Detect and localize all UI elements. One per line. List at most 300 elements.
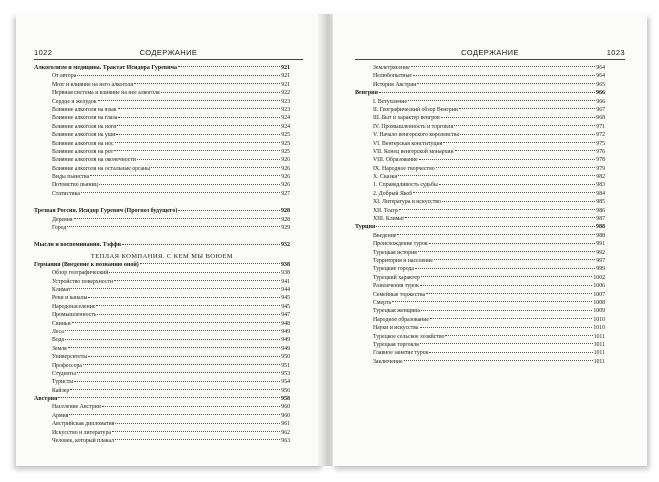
dot-leader: [151, 167, 280, 168]
dot-leader: [112, 431, 280, 432]
toc-entry[interactable]: [34, 173, 290, 181]
toc-entry-page: 991: [596, 241, 605, 248]
dot-leader: [65, 330, 280, 331]
toc-section-entry[interactable]: [355, 223, 605, 231]
toc-entry-page: 956: [281, 387, 290, 394]
toc-section-entry[interactable]: [34, 241, 290, 249]
toc-entry-title: 2. Добрый Якоб: [373, 190, 413, 197]
toc-entry-page: 979: [596, 165, 605, 172]
dot-leader: [114, 280, 280, 281]
toc-entry[interactable]: [355, 324, 605, 332]
dot-leader: [71, 288, 280, 289]
toc-entry[interactable]: [355, 207, 605, 215]
right-page-number: 1023: [606, 48, 625, 57]
dot-leader: [398, 175, 595, 176]
toc-entry-title: Мозг и влияние на него алкоголя: [52, 81, 134, 88]
toc-entry-title: XIII. Климат: [373, 216, 405, 223]
toc-section-entry[interactable]: [34, 261, 290, 269]
toc-entry-title: Австрийская дипломатия: [52, 421, 115, 428]
toc-entry-page: 925: [281, 140, 290, 147]
dot-leader: [436, 167, 596, 168]
toc-entry-page: 948: [281, 320, 290, 327]
toc-entry-page: 929: [281, 225, 290, 232]
toc-section-entry[interactable]: [34, 64, 290, 72]
toc-entry-title: История Австрии: [373, 81, 417, 88]
toc-entry-title: Город: [52, 225, 67, 232]
toc-entry-page: 922: [281, 90, 290, 97]
toc-entry-page: 978: [596, 157, 605, 164]
toc-entry-title: Алкоголизм и медицина. Трактат Исидора Гуревича: [34, 65, 178, 71]
toc-entry-page: 972: [596, 132, 605, 139]
toc-entry-title: Семейные торжества: [373, 291, 426, 298]
toc-entry-page: 945: [281, 295, 290, 302]
toc-entry[interactable]: [34, 336, 290, 344]
dot-leader: [97, 314, 280, 315]
toc-entry[interactable]: [34, 156, 290, 164]
toc-entry[interactable]: [355, 333, 605, 341]
toc-entry-title: Нелюбопытные: [373, 73, 412, 80]
dot-leader: [379, 92, 595, 93]
toc-entry-page: 932: [281, 242, 290, 249]
toc-group-countries: [34, 261, 290, 446]
toc-entry[interactable]: [355, 148, 605, 156]
toc-entry[interactable]: [34, 181, 290, 189]
toc-entry-page: 997: [596, 257, 605, 264]
dot-leader: [115, 423, 280, 424]
toc-entry-page: 947: [281, 312, 290, 319]
toc-entry-title: Земля: [52, 345, 67, 352]
toc-entry[interactable]: [34, 403, 290, 411]
toc-entry-title: Нервная система и влияние на нее алкоголя: [52, 90, 160, 97]
dot-leader: [413, 192, 595, 193]
toc-entry[interactable]: [34, 303, 290, 311]
dot-leader: [417, 83, 595, 84]
toc-entry-page: 983: [596, 182, 605, 189]
dot-leader: [83, 364, 280, 365]
toc-entry-page: 1011: [593, 341, 605, 348]
dot-leader: [72, 322, 281, 323]
dot-leader: [454, 125, 595, 126]
toc-entry[interactable]: [355, 181, 605, 189]
toc-entry[interactable]: [34, 106, 290, 114]
toc-entry[interactable]: [355, 140, 605, 148]
dot-leader: [459, 108, 595, 109]
toc-entry[interactable]: [34, 269, 290, 277]
toc-entry[interactable]: [355, 349, 605, 357]
toc-entry-title: Влияние алкоголя на язык: [52, 106, 117, 113]
toc-entry-title: Обзор географический: [52, 270, 109, 277]
dot-leader: [178, 210, 280, 211]
toc-entry[interactable]: [34, 387, 290, 395]
toc-entry-page: 928: [281, 216, 290, 223]
toc-entry[interactable]: [34, 378, 290, 386]
toc-entry[interactable]: [34, 353, 290, 361]
dot-leader: [418, 251, 595, 252]
toc-entry-page: 963: [281, 438, 290, 445]
toc-entry-title: Влияние алкоголя на нос: [52, 140, 114, 147]
toc-entry-page: 988: [596, 224, 605, 231]
toc-entry-title: Студенты: [52, 370, 76, 377]
dot-leader: [68, 347, 281, 348]
toc-entry-page: 1011: [593, 333, 605, 340]
toc-entry-title: Германия (Введение к познанию оной): [34, 261, 139, 268]
dot-leader: [96, 305, 280, 306]
toc-entry-page: 975: [596, 140, 605, 147]
dot-leader: [67, 226, 280, 227]
toc-entry[interactable]: [355, 274, 605, 282]
toc-group-continued: [355, 64, 605, 366]
toc-entry-title: Человек, который плакал: [52, 438, 114, 445]
toc-entry-title: VIII. Образование: [373, 157, 418, 164]
toc-entry-title: Промышленность: [52, 312, 97, 319]
toc-entry[interactable]: [34, 437, 290, 445]
toc-entry-title: Мысли и воспоминания. Тэффи: [34, 242, 121, 249]
toc-entry-page: 982: [596, 174, 605, 181]
toc-entry-page: 925: [281, 132, 290, 139]
toc-entry-page: 964: [596, 65, 605, 71]
toc-entry-title: Виды пьянства: [52, 174, 90, 181]
dot-leader: [415, 268, 595, 269]
toc-entry-page: 923: [281, 98, 290, 105]
toc-entry-title: Народонаселение: [52, 303, 96, 310]
dot-leader: [397, 234, 595, 235]
dot-leader: [81, 192, 280, 193]
toc-entry-page: 967: [596, 106, 605, 113]
dot-leader: [420, 327, 593, 328]
toc-entry-page: 925: [281, 148, 290, 155]
right-header-rule: [355, 59, 625, 60]
toc-entry[interactable]: [355, 114, 605, 122]
dot-leader: [134, 83, 280, 84]
toc-entry-page: 953: [281, 370, 290, 377]
toc-entry-title: 1. Справедливость судьбы: [373, 182, 438, 189]
toc-entry[interactable]: [34, 420, 290, 428]
toc-entry-page: 1009: [593, 308, 605, 315]
toc-entry-title: Искусство и литература: [52, 429, 111, 436]
toc-entry-page: 985: [596, 199, 605, 206]
toc-entry-page: 926: [281, 165, 290, 172]
toc-entry-page: 1002: [593, 274, 605, 281]
dot-leader: [429, 352, 592, 353]
dot-leader: [88, 356, 280, 357]
dot-leader: [439, 184, 596, 185]
toc-entry[interactable]: [355, 106, 605, 114]
toc-entry[interactable]: [355, 341, 605, 349]
toc-entry-title: Главное занятие турок: [373, 350, 429, 357]
toc-entry[interactable]: [34, 345, 290, 353]
toc-entry-page: 949: [281, 345, 290, 352]
toc-entry-title: V. Начало венгерского королевства: [373, 132, 460, 139]
toc-entry-page: 924: [281, 123, 290, 130]
dot-leader: [376, 226, 595, 227]
dot-leader: [114, 150, 280, 151]
toc-entry-page: 950: [281, 354, 290, 361]
dot-leader: [404, 360, 593, 361]
dot-leader: [102, 406, 280, 407]
left-header-rule: [34, 59, 303, 60]
dot-leader: [161, 92, 281, 93]
toc-entry[interactable]: [355, 232, 605, 240]
toc-entry-title: II. Географический обзор Венгрии: [373, 106, 458, 113]
toc-entry-title: III. Быт и характер венгров: [373, 115, 440, 122]
toc-entry-page: 924: [281, 115, 290, 122]
toc-entry[interactable]: [355, 198, 605, 206]
toc-entry[interactable]: [34, 190, 290, 198]
toc-entry-title: VII. Конец венгерской монархии: [373, 148, 454, 155]
toc-entry[interactable]: [34, 89, 290, 97]
toc-entry-page: 958: [281, 396, 290, 403]
toc-entry-title: Реки и каналы: [52, 295, 88, 302]
dot-leader: [58, 397, 280, 398]
toc-entry-title: Турецкое сельское хозяйство: [373, 333, 445, 340]
toc-entry-title: Введение: [373, 232, 397, 239]
toc-entry-title: Кайзер: [52, 387, 70, 394]
dot-leader: [426, 293, 592, 294]
toc-entry-page: 1011: [593, 350, 605, 357]
left-toc: [34, 64, 290, 445]
toc-entry-title: Землетрясение: [373, 65, 410, 71]
toc-section-entry[interactable]: [34, 207, 290, 215]
toc-entry[interactable]: [34, 311, 290, 319]
toc-entry[interactable]: [355, 72, 605, 80]
toc-entry-page: 966: [596, 98, 605, 105]
toc-entry-title: От автора: [52, 73, 77, 80]
toc-entry-page: 928: [281, 208, 290, 215]
toc-entry-title: Устройство поверхности: [52, 278, 114, 285]
toc-entry[interactable]: [355, 98, 605, 106]
toc-entry-page: 938: [281, 270, 290, 277]
toc-entry-title: Свиньи: [52, 320, 71, 327]
toc-entry[interactable]: [34, 294, 290, 302]
toc-entry-page: 961: [281, 421, 290, 428]
dot-leader: [455, 150, 596, 151]
toc-entry-title: Развлечения турок: [373, 283, 419, 290]
toc-entry-page: 1010: [593, 316, 605, 323]
toc-entry-page: 966: [596, 90, 605, 97]
toc-entry-page: 971: [596, 123, 605, 130]
dot-leader: [118, 108, 281, 109]
toc-entry[interactable]: [34, 362, 290, 370]
dot-leader: [90, 175, 280, 176]
toc-entry[interactable]: [34, 148, 290, 156]
toc-entry-title: Народное образование: [373, 316, 429, 323]
dot-leader: [419, 159, 596, 160]
toc-entry-title: Заключение: [373, 358, 403, 365]
left-running-title: СОДЕРЖАНИЕ: [139, 48, 198, 57]
dot-leader: [70, 389, 280, 390]
toc-entry-title: Армия: [52, 412, 69, 419]
dot-leader: [430, 318, 592, 319]
toc-section-entry[interactable]: [355, 89, 605, 97]
toc-entry-title: Смерть: [373, 299, 392, 306]
toc-entry[interactable]: [34, 278, 290, 286]
toc-entry-page: 926: [281, 174, 290, 181]
toc-entry[interactable]: [34, 140, 290, 148]
toc-entry-title: IX. Народное творчество: [373, 165, 435, 172]
toc-entry-title: Потомство пьяниц: [52, 182, 98, 189]
toc-entry-page: 962: [281, 429, 290, 436]
dot-leader: [408, 100, 595, 101]
toc-entry[interactable]: [355, 190, 605, 198]
toc-entry[interactable]: [34, 370, 290, 378]
toc-entry-page: 992: [596, 249, 605, 256]
toc-entry-title: VI. Венгерская конституция: [373, 140, 443, 147]
toc-entry-title: Влияние алкоголя на оконечности: [52, 157, 136, 164]
left-page: [16, 14, 324, 466]
dot-leader: [77, 75, 280, 76]
dot-leader: [98, 100, 281, 101]
toc-entry[interactable]: [34, 429, 290, 437]
toc-entry[interactable]: [355, 173, 605, 181]
toc-entry-page: 926: [281, 157, 290, 164]
toc-entry[interactable]: [355, 307, 605, 315]
toc-entry[interactable]: [355, 249, 605, 257]
toc-entry-page: 951: [281, 362, 290, 369]
toc-entry-page: 945: [281, 303, 290, 310]
toc-entry[interactable]: [34, 216, 290, 224]
toc-entry[interactable]: [355, 282, 605, 290]
toc-entry-title: IV. Промышленность и торговля: [373, 123, 454, 130]
dot-leader: [140, 263, 280, 264]
toc-entry-page: 988: [596, 232, 605, 239]
dot-leader: [420, 285, 593, 286]
dot-leader: [99, 184, 281, 185]
toc-entry[interactable]: [355, 358, 605, 366]
toc-entry-title: Венгрия: [355, 90, 378, 97]
toc-entry[interactable]: [355, 240, 605, 248]
dot-leader: [116, 134, 280, 135]
toc-entry[interactable]: [355, 123, 605, 131]
left-page-number: 1022: [34, 48, 53, 57]
right-toc: [355, 64, 605, 366]
toc-entry-title: Леса: [52, 328, 64, 335]
toc-entry-page: 944: [281, 286, 290, 293]
toc-entry-page: 986: [596, 207, 605, 214]
toc-entry-page: 926: [281, 182, 290, 189]
dot-leader: [77, 372, 280, 373]
toc-entry-page: 976: [596, 148, 605, 155]
toc-entry[interactable]: [355, 316, 605, 324]
dot-leader: [399, 209, 595, 210]
toc-entry[interactable]: [34, 286, 290, 294]
section-caption: ТЕПЛАЯ КОМПАНИЯ. С КЕМ МЫ ВОЮЕМ: [90, 252, 234, 260]
dot-leader: [74, 381, 280, 382]
toc-entry-title: Население Австрии: [52, 404, 101, 411]
toc-entry-title: XII. Театр: [373, 207, 398, 214]
toc-entry[interactable]: [355, 165, 605, 173]
toc-entry[interactable]: [355, 156, 605, 164]
dot-leader: [118, 117, 280, 118]
toc-entry-page: 954: [281, 379, 290, 386]
toc-entry[interactable]: [355, 291, 605, 299]
right-running-title: СОДЕРЖАНИЕ: [461, 48, 519, 57]
toc-entry-title: Климат: [52, 286, 71, 293]
toc-entry-title: Происхождение турок: [373, 241, 428, 248]
dot-leader: [421, 310, 592, 311]
toc-entry-title: X. Сказки: [373, 174, 398, 181]
dot-leader: [443, 142, 595, 143]
dot-leader: [445, 335, 592, 336]
toc-entry-title: Науки и искусства: [373, 325, 419, 332]
dot-leader: [178, 66, 280, 67]
toc-entry-page: 949: [281, 337, 290, 344]
toc-entry-title: Австрия: [34, 396, 58, 403]
toc-entry-page: 1010: [593, 325, 605, 332]
dot-leader: [420, 343, 593, 344]
toc-entry-title: Университеты: [52, 354, 88, 361]
toc-entry-title: Турецкий характер: [373, 274, 420, 281]
toc-entry-page: 1008: [593, 299, 605, 306]
dot-leader: [122, 244, 280, 245]
toc-entry[interactable]: [34, 131, 290, 139]
toc-entry[interactable]: [355, 131, 605, 139]
dot-leader: [88, 297, 280, 298]
dot-leader: [413, 75, 595, 76]
toc-entry-page: 1011: [593, 358, 605, 365]
toc-entry[interactable]: [34, 114, 290, 122]
toc-section-entry[interactable]: [34, 395, 290, 403]
toc-entry-title: Турция: [355, 224, 376, 231]
toc-entry[interactable]: [355, 257, 605, 265]
toc-entry-page: 965: [596, 81, 605, 88]
toc-entry-page: 921: [281, 73, 290, 80]
toc-entry-page: 949: [281, 328, 290, 335]
dot-leader: [392, 301, 592, 302]
dot-leader: [460, 134, 595, 135]
toc-entry-title: Турецкая история: [373, 249, 417, 256]
toc-entry-page: 921: [281, 65, 290, 71]
toc-entry[interactable]: [34, 224, 290, 232]
dot-leader: [65, 339, 280, 340]
toc-entry[interactable]: [34, 72, 290, 80]
toc-entry-title: Статистика: [52, 190, 80, 197]
toc-entry[interactable]: [355, 81, 605, 89]
toc-entry-title: Влияние алкоголя на уши: [52, 132, 116, 139]
toc-entry-title: Сердце и желудок: [52, 98, 97, 105]
toc-entry[interactable]: [355, 64, 605, 72]
toc-entry[interactable]: [34, 412, 290, 420]
toc-entry[interactable]: [355, 265, 605, 273]
dot-leader: [117, 125, 280, 126]
toc-entry[interactable]: [34, 320, 290, 328]
toc-entry-title: Влияние алкоголя на глаза: [52, 115, 118, 122]
toc-group-humor: [34, 64, 290, 250]
dot-leader: [441, 117, 595, 118]
toc-entry[interactable]: [355, 215, 605, 223]
toc-entry-page: 927: [281, 190, 290, 197]
toc-entry[interactable]: [34, 81, 290, 89]
dot-leader: [115, 142, 281, 143]
toc-entry-title: Влияние алкоголя на ноги: [52, 123, 117, 130]
dot-leader: [405, 217, 595, 218]
toc-entry-title: Влияние алкоголя на остальные органы: [52, 165, 151, 172]
toc-entry-page: 941: [281, 278, 290, 285]
toc-entry[interactable]: [355, 299, 605, 307]
dot-leader: [411, 66, 596, 67]
toc-entry[interactable]: [34, 328, 290, 336]
dot-leader: [429, 243, 596, 244]
dot-leader: [74, 218, 281, 219]
toc-entry-title: Турецкие города: [373, 266, 414, 273]
toc-entry[interactable]: [34, 123, 290, 131]
toc-entry-page: 960: [281, 412, 290, 419]
toc-entry-title: Турецкая торговля: [373, 341, 419, 348]
toc-entry-title: XI. Литература и искусство: [373, 199, 441, 206]
toc-entry-title: Туристы: [52, 379, 74, 386]
toc-entry[interactable]: [34, 98, 290, 106]
toc-entry-title: Влияние алкоголя на рот: [52, 148, 114, 155]
toc-entry[interactable]: [34, 165, 290, 173]
